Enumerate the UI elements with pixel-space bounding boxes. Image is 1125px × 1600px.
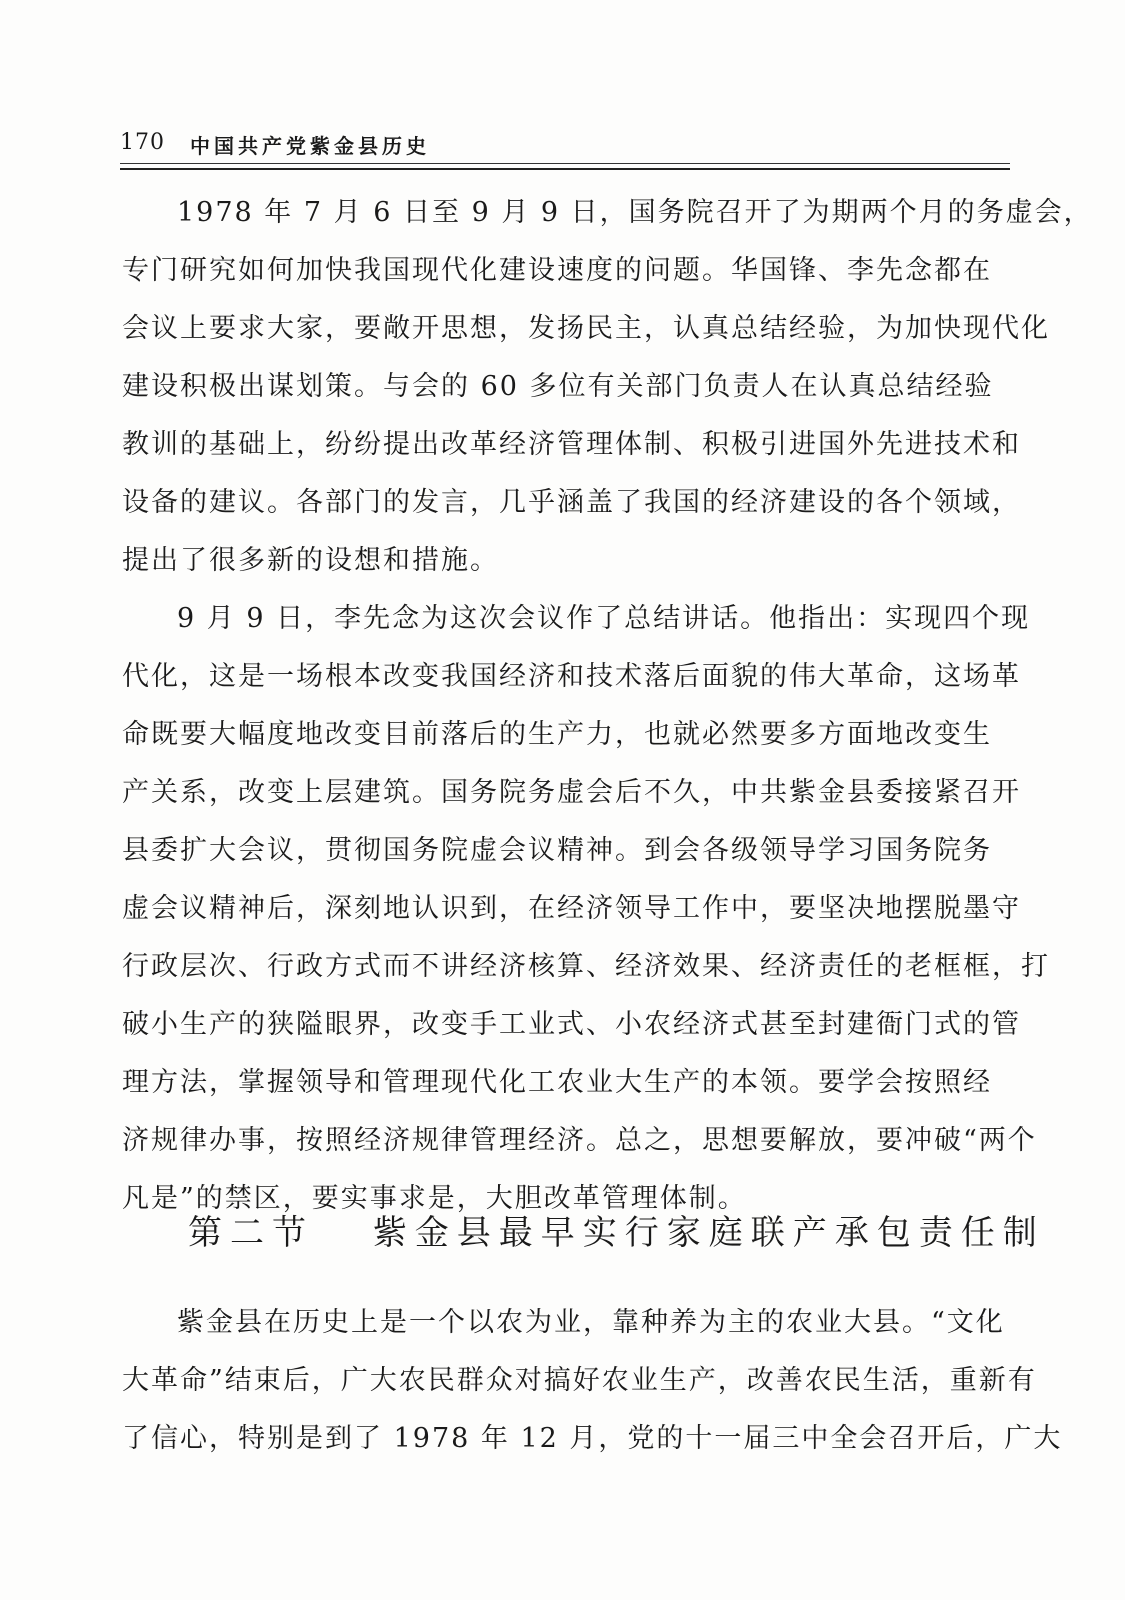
paragraph-line: 9 月 9 日，李先念为这次会议作了总结讲话。他指出：实现四个现	[177, 603, 1031, 634]
section-heading	[188, 1205, 1045, 1254]
body-text	[122, 184, 1093, 1228]
paragraph-line: 济规律办事，按照经济规律管理经济。总之，思想要解放，要冲破“两个	[122, 1125, 1037, 1156]
paragraph-line: 代化，这是一场根本改变我国经济和技术落后面貌的伟大革命，这场革	[122, 661, 1021, 692]
paragraph-line: 产关系，改变上层建筑。国务院务虚会后不久，中共紫金县委接紧召开	[122, 777, 1021, 808]
paragraph-line: 会议上要求大家，要敞开思想，发扬民主，认真总结经验，为加快现代化	[122, 313, 1050, 344]
body-text-section	[122, 1294, 1063, 1468]
paragraph-line: 提出了很多新的设想和措施。	[122, 545, 499, 576]
paragraph-line: 专门研究如何加快我国现代化建设速度的问题。华国锋、李先念都在	[122, 255, 992, 286]
paragraph-line: 行政层次、行政方式而不讲经济核算、经济效果、经济责任的老框框，打	[122, 951, 1050, 982]
paragraph-line: 大革命”结束后，广大农民群众对搞好农业生产，改善农民生活，重新有	[122, 1365, 1037, 1396]
section-title: 紫金县最早实行家庭联产承包责任制	[372, 1213, 1045, 1253]
paragraph-line: 破小生产的狭隘眼界，改变手工业式、小农经济式甚至封建衙门式的管	[122, 1009, 1021, 1040]
page-number: 170	[120, 130, 165, 155]
book-title: 中国共产党紫金县历史	[190, 134, 430, 158]
paragraph-line: 了信心，特别是到了 1978 年 12 月，党的十一届三中全会召开后，广大	[122, 1423, 1063, 1454]
paragraph-line: 虚会议精神后，深刻地认识到，在经济领导工作中，要坚决地摆脱墨守	[122, 893, 1021, 924]
paragraph-line: 县委扩大会议，贯彻国务院虚会议精神。到会各级领导学习国务院务	[122, 835, 992, 866]
paragraph-line: 理方法，掌握领导和管理现代化工农业大生产的本领。要学会按照经	[122, 1067, 992, 1098]
header-rule-thick	[120, 168, 1010, 170]
paragraph-line: 紫金县在历史上是一个以农为业，靠种养为主的农业大县。“文化	[177, 1307, 1005, 1338]
section-number: 第二节	[188, 1213, 314, 1253]
paragraph-line: 设备的建议。各部门的发言，几乎涵盖了我国的经济建设的各个领域，	[122, 487, 1021, 518]
header-rule-thin	[120, 163, 1010, 164]
paragraph-line: 1978 年 7 月 6 日至 9 月 9 日，国务院召开了为期两个月的务虚会，	[177, 197, 1093, 228]
paragraph-line: 建设积极出谋划策。与会的 60 多位有关部门负责人在认真总结经验	[122, 371, 994, 402]
running-head	[120, 130, 1010, 162]
paragraph-line: 命既要大幅度地改变目前落后的生产力，也就必然要多方面地改变生	[122, 719, 992, 750]
paragraph-line: 教训的基础上，纷纷提出改革经济管理体制、积极引进国外先进技术和	[122, 429, 1021, 460]
paragraph-line: 凡是”的禁区，要实事求是，大胆改革管理体制。	[122, 1183, 747, 1214]
